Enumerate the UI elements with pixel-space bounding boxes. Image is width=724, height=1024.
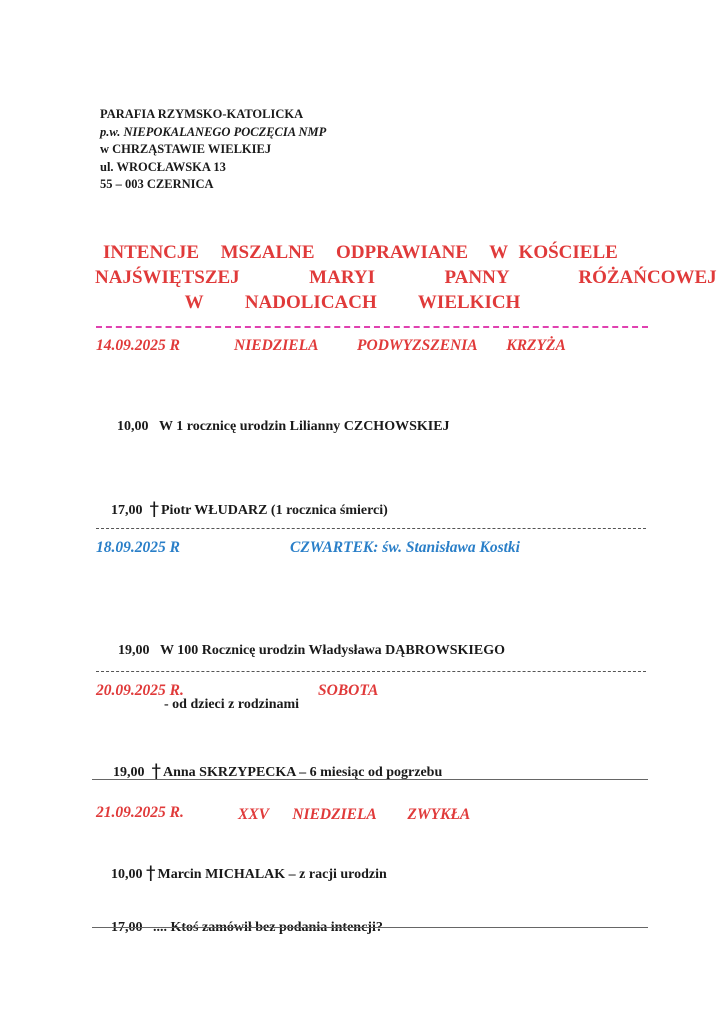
day-4-name: XXV NIEDZIELA ZWYKŁA (238, 806, 471, 823)
mass-intention: Marcin MICHALAK – z racji urodzin (157, 867, 387, 882)
day-3-date: 20.09.2025 R. (96, 682, 184, 699)
title-divider (96, 326, 648, 328)
parish-town: w CHRZĄSTAWIE WIELKIEJ (100, 142, 272, 156)
mass-time: 10,00 (111, 867, 143, 882)
mass-time: 19,00 (118, 643, 150, 658)
mass-entry (106, 744, 442, 782)
title-line-2: NAJŚWIĘTSZEJ MARYI PANNY RÓŻAŃCOWEJ (95, 267, 717, 288)
section-divider (96, 671, 646, 672)
day-1-date: 14.09.2025 R (96, 337, 180, 354)
cross-icon: † (151, 760, 161, 782)
mass-entry (104, 482, 388, 520)
cross-icon: † (146, 862, 156, 884)
parish-street: ul. WROCŁAWSKA 13 (100, 159, 226, 174)
mass-time: 17,00 (111, 920, 143, 935)
parish-postal: 55 – 003 CZERNICA (100, 177, 214, 191)
section-divider (92, 779, 648, 780)
day-4-date: 21.09.2025 R. (96, 804, 184, 821)
document-title (95, 240, 717, 315)
mass-entry (118, 606, 505, 732)
title-line-1: INTENCJE MSZALNE ODPRAWIANE W KOŚCIELE (103, 242, 618, 263)
section-divider (96, 528, 646, 529)
day-2-name: CZWARTEK: św. Stanisława Kostki (290, 539, 520, 556)
mass-entry (110, 403, 450, 435)
parish-name: PARAFIA RZYMSKO-KATOLICKA (100, 107, 304, 121)
day-2-date: 18.09.2025 R (96, 539, 180, 556)
mass-intention-continued: - od dzieci z rodzinami (164, 697, 300, 712)
mass-entry (104, 904, 383, 936)
mass-intention: W 100 Rocznicę urodzin Władysława DĄBROWSKIEGO (160, 643, 505, 658)
parish-header (100, 106, 326, 194)
cross-icon: † (149, 498, 159, 520)
day-1-name: NIEDZIELA PODWYZSZENIA KRZYŻA (234, 337, 566, 354)
mass-time: 19,00 (113, 765, 145, 780)
mass-time: 10,00 (117, 419, 149, 434)
mass-time: 17,00 (111, 503, 143, 518)
mass-intention: W 1 rocznicę urodzin Lilianny CZCHOWSKIEJ (159, 419, 450, 434)
mass-entry (104, 846, 387, 884)
mass-intention: .... Ktoś zamówił bez podania intencji? (153, 920, 383, 935)
mass-intention: Anna SKRZYPECKA – 6 miesiąc od pogrzebu (163, 765, 443, 780)
title-line-3: W NADOLICACH WIELKICH (184, 292, 521, 313)
mass-intention: Piotr WŁUDARZ (1 rocznica śmierci) (161, 503, 388, 518)
parish-dedication: p.w. NIEPOKALANEGO POCZĘCIA NMP (100, 124, 327, 139)
day-3-name: SOBOTA (318, 682, 379, 699)
section-divider (92, 927, 648, 928)
